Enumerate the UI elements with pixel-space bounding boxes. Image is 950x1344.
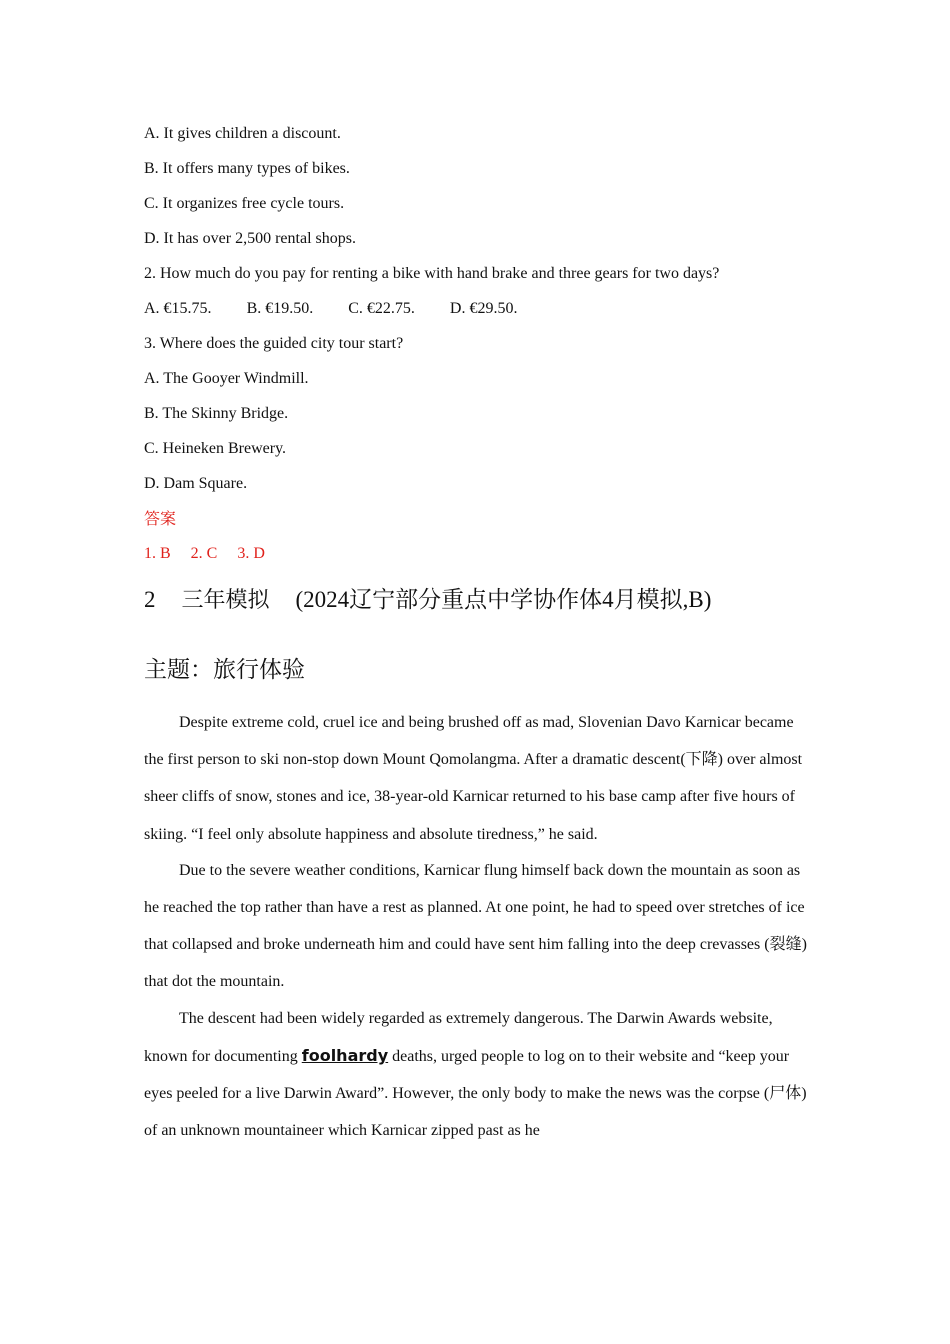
passage-p3-after: deaths, urged people to log on to their website and “keep your eyes peeled for a live Darwin Award”. However, the only body to make the news was the corpse (尸体) of an unknown mountaineer which Karnicar zipped past as he bbox=[144, 1047, 807, 1140]
passage-paragraph-2: Due to the severe weather conditions, Karnicar flung himself back down the mountain as soon as he reached the top rather than have a rest as planned. At one point, he had to speed over stretches of ice that collapsed and broke underneath him and could have sent him falling into the deep crevasses (裂缝) that dot the mountain. bbox=[144, 861, 807, 991]
answer-item-3: 3. D bbox=[237, 545, 265, 562]
answer-label: 答案 bbox=[144, 509, 177, 528]
q1-option-d: D. It has over 2,500 rental shops. bbox=[144, 230, 356, 247]
q1-option-c: C. It organizes free cycle tours. bbox=[144, 195, 345, 212]
q1-option-b: B. It offers many types of bikes. bbox=[144, 160, 350, 177]
q2-option-b: B. €19.50. bbox=[246, 300, 314, 317]
q3-option-d: D. Dam Square. bbox=[144, 475, 248, 492]
section-title: 三年模拟 bbox=[181, 588, 270, 613]
q1-option-a: A. It gives children a discount. bbox=[144, 125, 341, 142]
section-source: (2024辽宁部分重点中学协作体4月模拟,B) bbox=[295, 587, 712, 612]
q2-options bbox=[144, 299, 810, 319]
answer-item-2: 2. C bbox=[190, 545, 218, 562]
q3-option-c: C. Heineken Brewery. bbox=[144, 440, 287, 457]
document-content bbox=[144, 124, 810, 1148]
answer-item-1: 1. B bbox=[144, 545, 171, 562]
q2-option-d: D. €29.50. bbox=[449, 300, 518, 317]
q3-option-b: B. The Skinny Bridge. bbox=[144, 405, 289, 422]
passage-paragraph-3 bbox=[144, 1000, 810, 1150]
section-heading bbox=[144, 585, 810, 616]
theme-heading: 主题：旅行体验 bbox=[144, 657, 305, 683]
answer-list bbox=[144, 544, 810, 564]
q3-option-a: A. The Gooyer Windmill. bbox=[144, 370, 309, 387]
highlighted-keyword: foolhardy bbox=[301, 1045, 389, 1065]
q2-option-c: C. €22.75. bbox=[348, 300, 415, 317]
section-number: 2 bbox=[144, 587, 156, 612]
passage-p3-before: The descent had been widely regarded as extremely dangerous. The Darwin Awards website, known for documenting bbox=[144, 1009, 773, 1065]
q2-question: 2. How much do you pay for renting a bike with hand brake and three gears for two days? bbox=[144, 265, 720, 282]
q3-question: 3. Where does the guided city tour start? bbox=[144, 335, 404, 352]
q2-option-a: A. €15.75. bbox=[144, 300, 212, 317]
passage-paragraph-1: Despite extreme cold, cruel ice and being brushed off as mad, Slovenian Davo Karnicar became the first person to ski non-stop down Mount Qomolangma. After a dramatic descent(下降) over almost sheer cliffs of snow, stones and ice, 38-year-old Karnicar returned to his base camp after five hours of skiing. “I feel only absolute happiness and absolute tiredness,” he said. bbox=[144, 714, 803, 843]
